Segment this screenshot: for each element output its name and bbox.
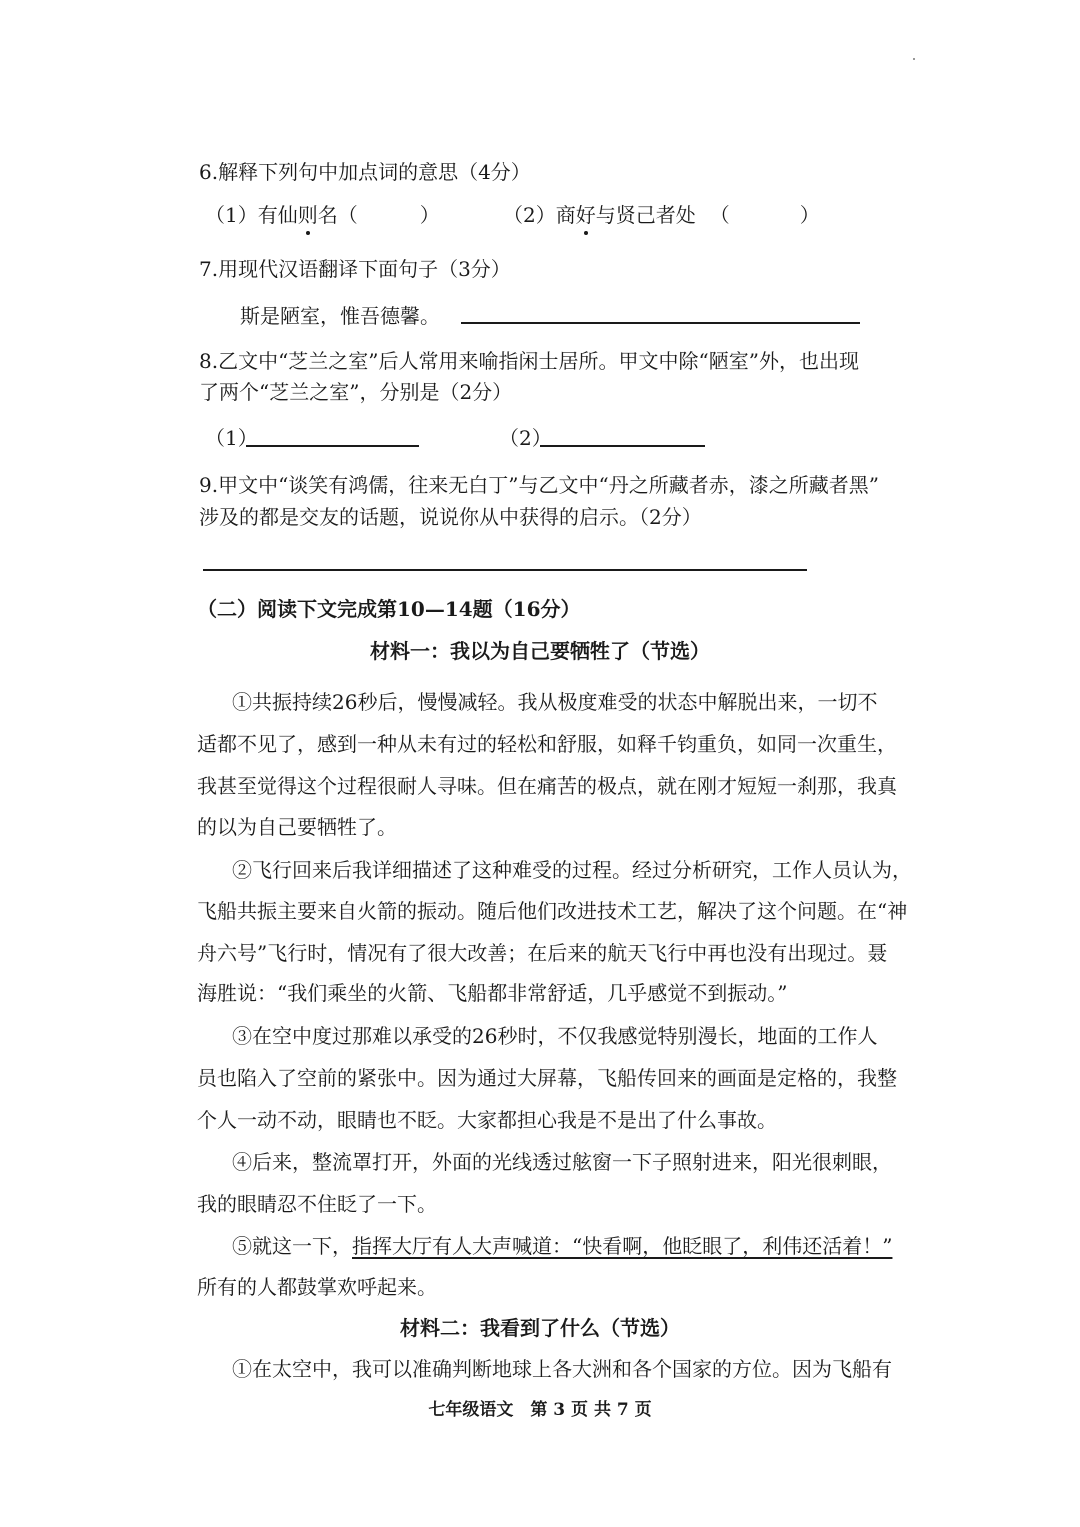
- m1p1-line: ①共振持续26秒后，慢慢减轻。我从极度难受的状态中解脱出来，一切不: [232, 690, 878, 714]
- q7-title: 7.用现代汉语翻译下面句子（3分）: [199, 257, 511, 281]
- q6-item1-dotted-word: 则: [297, 203, 318, 227]
- q8-blank1-line[interactable]: [246, 445, 419, 447]
- material1-title: 材料一：我以为自己要牺牲了（节选）: [370, 639, 710, 663]
- m1p5-line1: [232, 1232, 892, 1260]
- m1p2-line: 舟六号”飞行时，情况有了很大改善；在后来的航天飞行中再也没有出现过。聂: [197, 941, 888, 965]
- m1p2-line: 飞船共振主要来自火箭的振动。随后他们改进技术工艺，解决了这个问题。在“神: [197, 899, 908, 923]
- q9-line1: 9.甲文中“谈笑有鸿儒，往来无白丁”与乙文中“丹之所藏者赤，漆之所藏者黑”: [199, 473, 879, 497]
- m1p3-line: 员也陷入了空前的紧张中。因为通过大屏幕，飞船传回来的画面是定格的，我整: [197, 1066, 897, 1090]
- q6-item1-pre: （1）有仙: [205, 203, 298, 227]
- q8-line1: 8.乙文中“芝兰之室”后人常用来喻指闲士居所。甲文中除“陋室”外，也出现: [199, 349, 859, 373]
- m2p1-line: ①在太空中，我可以准确判断地球上各大洲和各个国家的方位。因为飞船有: [232, 1357, 892, 1381]
- q6-item2-dotted-word: 好: [575, 203, 596, 227]
- m1p5-line2: 所有的人都鼓掌欢呼起来。: [197, 1275, 437, 1299]
- m1p4-line: 我的眼睛忍不住眨了一下。: [197, 1192, 437, 1216]
- q7-sentence: 斯是陋室，惟吾德馨。: [240, 304, 440, 328]
- m1p5-underlined-sentence: 指挥大厅有人大声喊道：“快看啊，他眨眼了，利伟还活着！”: [352, 1234, 893, 1258]
- q6-title: 6.解释下列句中加点词的意思（4分）: [199, 160, 531, 184]
- q8-blank2-line[interactable]: [540, 445, 705, 447]
- m1p3-line: ③在空中度过那难以承受的26秒时，不仅我感觉特别漫长，地面的工作人: [232, 1024, 878, 1048]
- q8-blank1-label: （1）: [205, 426, 258, 450]
- q6-item2-post: 与贤己者处: [595, 203, 696, 227]
- q9-line2: 涉及的都是交友的话题，说说你从中获得的启示。（2分）: [199, 505, 702, 529]
- q6-item1-close: ）: [419, 203, 440, 227]
- m1p5-pre: ⑤就这一下，: [232, 1234, 352, 1258]
- scan-speck: [913, 58, 915, 60]
- m1p2-line: 海胜说：“我们乘坐的火箭、飞船都非常舒适，几乎感觉不到振动。”: [197, 981, 788, 1005]
- section2-heading: （二）阅读下文完成第10—14题（16分）: [197, 597, 581, 621]
- q9-answer-line[interactable]: [203, 569, 807, 571]
- q6-item2-close: ）: [799, 203, 820, 227]
- page-footer: 七年级语文 第 3 页 共 7 页: [428, 1400, 652, 1420]
- m1p4-line: ④后来，整流罩打开，外面的光线透过舷窗一下子照射进来，阳光很刺眼，: [232, 1150, 892, 1174]
- q6-item2-pre: （2）商: [503, 203, 576, 227]
- m1p1-line: 适都不见了，感到一种从未有过的轻松和舒服，如释千钧重负，如同一次重生，: [197, 732, 897, 756]
- q7-answer-line[interactable]: [461, 322, 860, 324]
- q6-item1-post: 名（: [317, 203, 358, 227]
- q8-line2: 了两个“芝兰之室”，分别是（2分）: [199, 380, 513, 404]
- m1p1-line: 我甚至觉得这个过程很耐人寻味。但在痛苦的极点，就在刚才短短一刹那，我真: [197, 774, 897, 798]
- q8-blank2-label: （2）: [499, 426, 552, 450]
- m1p2-line: ②飞行回来后我详细描述了这种难受的过程。经过分析研究，工作人员认为，: [232, 858, 912, 882]
- q6-item1: [205, 201, 440, 229]
- q6-item2: [503, 201, 820, 229]
- m1p1-line: 的以为自己要牺牲了。: [197, 815, 397, 839]
- m1p3-line: 个人一动不动，眼睛也不眨。大家都担心我是不是出了什么事故。: [197, 1108, 777, 1132]
- q6-item2-open: （: [709, 203, 730, 227]
- material2-title: 材料二：我看到了什么（节选）: [400, 1316, 680, 1340]
